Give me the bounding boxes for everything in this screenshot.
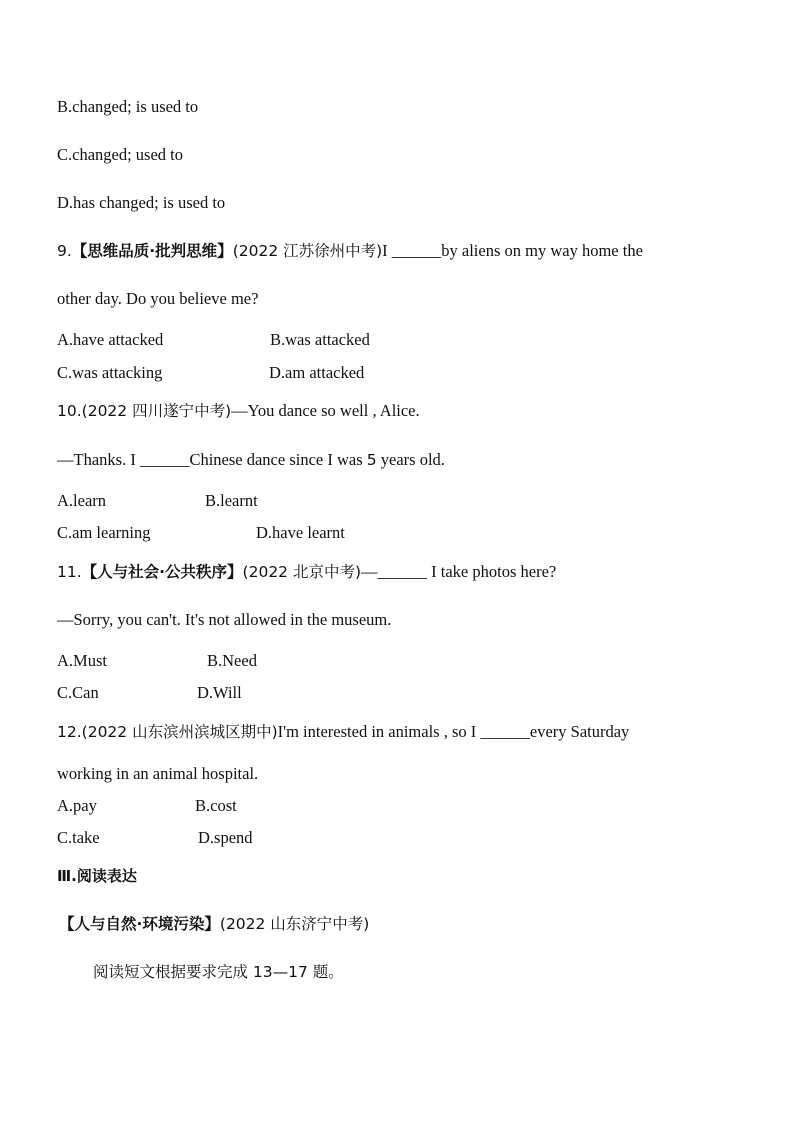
q12-option-a: A.pay xyxy=(57,796,97,815)
q9-tag: 【思维品质·批判思维】 xyxy=(71,242,233,260)
q9-stem-line2: other day. Do you believe me? xyxy=(57,289,259,308)
section-source: (2022 山东济宁中考) xyxy=(219,915,370,933)
q10-option-a: A.learn xyxy=(57,491,107,510)
section-instruction: 阅读短文根据要求完成 13—17 题。 xyxy=(93,963,344,981)
q12-option-b: B.cost xyxy=(195,796,237,815)
q10-stem-text: —You dance so well , Alice. xyxy=(231,401,420,420)
q12-stem-line2: working in an animal hospital. xyxy=(57,764,259,783)
q11-tag: 【人与社会·公共秩序】 xyxy=(81,563,243,581)
q10-source: (2022 四川遂宁中考) xyxy=(81,402,232,420)
section-heading: Ⅲ.阅读表达 xyxy=(57,867,137,885)
q11-option-d: D.Will xyxy=(197,683,242,702)
section-source-line xyxy=(59,914,369,934)
q8-option-d: D.has changed; is used to xyxy=(57,193,226,212)
q9-stem-line1 xyxy=(57,241,643,261)
q11-option-b: B.Need xyxy=(207,651,257,670)
q10-stem-line1 xyxy=(57,401,420,421)
q8-option-c: C.changed; used to xyxy=(57,145,184,164)
q9-option-d: D.am attacked xyxy=(269,363,365,382)
q11-stem-line2: —Sorry, you can't. It's not allowed in the museum. xyxy=(57,610,392,629)
q9-source: (2022 江苏徐州中考) xyxy=(232,242,383,260)
q12-number: 12. xyxy=(57,723,82,741)
q11-stem-line1 xyxy=(57,562,556,582)
section-tag: 【人与自然·环境污染】 xyxy=(59,915,220,933)
q10-option-b: B.learnt xyxy=(205,491,258,510)
q9-option-a: A.have attacked xyxy=(57,330,164,349)
q11-option-a: A.Must xyxy=(57,651,107,670)
q12-stem-line1 xyxy=(57,722,629,742)
q11-option-c: C.Can xyxy=(57,683,99,702)
q10-stem-text2: —Thanks. I ______Chinese dance since I was xyxy=(57,450,367,469)
q11-stem-text: —______ I take photos here? xyxy=(361,562,557,581)
q11-source: (2022 北京中考) xyxy=(242,563,362,581)
q10-stem-text3: years old. xyxy=(376,450,445,469)
q9-option-b: B.was attacked xyxy=(270,330,370,349)
q9-stem-text: I ______by aliens on my way home the xyxy=(382,241,643,260)
q9-number: 9. xyxy=(57,242,72,260)
q10-number: 10. xyxy=(57,402,82,420)
q9-option-c: C.was attacking xyxy=(57,363,163,382)
q10-stem-line2 xyxy=(57,450,445,470)
q10-option-d: D.have learnt xyxy=(256,523,345,542)
q10-stem-number: 5 xyxy=(366,451,377,469)
q11-number: 11. xyxy=(57,563,82,581)
q10-option-c: C.am learning xyxy=(57,523,151,542)
q12-option-d: D.spend xyxy=(198,828,253,847)
q8-option-b: B.changed; is used to xyxy=(57,97,199,116)
q12-source: (2022 山东滨州滨城区期中) xyxy=(81,723,278,741)
q12-stem-text: I'm interested in animals , so I ______every Saturday xyxy=(277,722,630,741)
q12-option-c: C.take xyxy=(57,828,100,847)
